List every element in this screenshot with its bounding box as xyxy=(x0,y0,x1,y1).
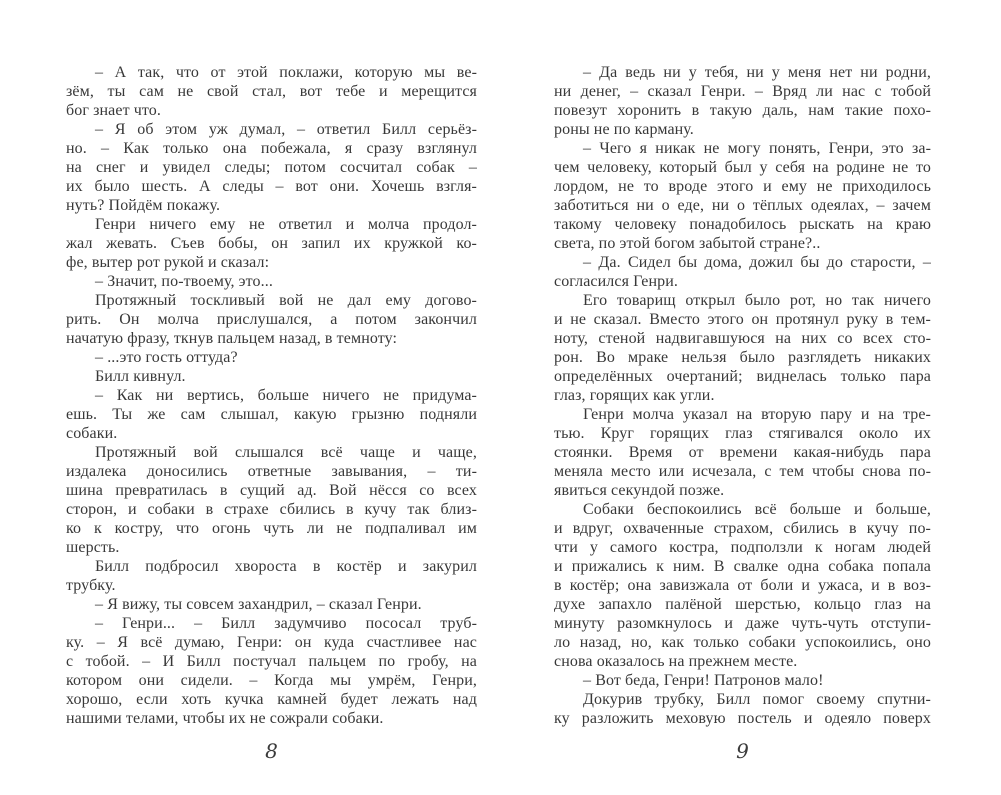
text-line: ко к костру, что огонь чуть ли не подпаливал им xyxy=(66,520,477,537)
text-line: Генри ничего ему не ответил и молча продол- xyxy=(95,216,477,233)
text-line: рить. Он молча прислушался, а потом закончил xyxy=(66,311,477,328)
text-line: явиться секундой позже. xyxy=(554,482,725,499)
text-line: глаз, горящих как угли. xyxy=(554,387,715,404)
text-line: рон. Во мраке нельзя было разглядеть никаких xyxy=(554,349,931,366)
text-line: Собаки беспокоились всё больше и больше, xyxy=(583,501,931,518)
text-line: но. – Как только она побежала, я сразу взглянул xyxy=(66,140,477,157)
text-line: минуту разомкнулось и даже чуть-чуть отступи- xyxy=(554,615,931,632)
text-line: Протяжный тоскливый вой не дал ему догово- xyxy=(95,292,477,309)
text-line: издалека доносились ответные завывания, – ти- xyxy=(66,463,477,480)
text-line: ешь. Ты же сам слышал, какую грызню подняли xyxy=(66,406,477,423)
text-line: хорошо, если хоть кучка камней будет лежать над xyxy=(66,691,477,708)
text-line: и вдруг, охваченные страхом, сбились в кучу по- xyxy=(554,520,931,537)
text-line: повезут хоронить в такую даль, нам такие похо- xyxy=(554,102,931,119)
text-line: их было шесть. А следы – вот они. Хочешь взгля- xyxy=(66,178,477,195)
text-line: ку разложить меховую постель и одеяло поверх xyxy=(554,710,931,727)
text-line: ло назад, но, как только собаки успокоились, оно xyxy=(554,634,931,651)
text-line: – А так, что от этой поклажи, которую мы ве- xyxy=(95,64,477,81)
text-line: света, по этой богом забытой стране?.. xyxy=(554,235,821,252)
text-line: сторон, и собаки в страхе сбились в кучу так близ- xyxy=(66,501,477,518)
text-line: трубку. xyxy=(66,577,116,594)
text-line: Докурив трубку, Билл помог своему спутни- xyxy=(583,691,931,708)
left-page-number: 8 xyxy=(265,739,278,763)
text-line: Билл кивнул. xyxy=(95,368,186,385)
right-page-text xyxy=(554,63,931,728)
text-line: ку. – Я всё думаю, Генри: он куда счастливее нас xyxy=(66,634,477,651)
text-line: Протяжный вой слышался всё чаще и чаще, xyxy=(95,444,477,461)
text-line: лордом, не то вроде этого и ему не приходилось xyxy=(554,178,931,195)
text-line: Генри молча указал на вторую пару и на тре- xyxy=(583,406,931,423)
text-line: собаки. xyxy=(66,425,118,442)
text-line: стоянки. Время от времени какая-нибудь пара xyxy=(554,444,931,461)
text-line: – Генри... – Билл задумчиво пососал труб- xyxy=(95,615,477,632)
text-line: ноту, стеной надвигавшуюся на них со всех сто- xyxy=(554,330,931,347)
text-line: в костёр; она завизжала от боли и ужаса, и в воз- xyxy=(554,577,931,594)
text-line: такому человеку понадобилось рыскать на краю xyxy=(554,216,931,233)
text-line: и не сказал. Вместо этого он протянул руку в тем- xyxy=(554,311,931,328)
text-line: – Как ни вертись, больше ничего не придума- xyxy=(95,387,477,404)
text-line: шерсть. xyxy=(66,539,120,556)
text-line: – Чего я никак не могу понять, Генри, это за- xyxy=(583,140,931,157)
text-line: нашими телами, чтобы их не сожрали собаки. xyxy=(66,710,384,727)
text-line: определённых очертаний; виднелась только пара xyxy=(554,368,931,385)
text-line: котором они сидели. – Когда мы умрём, Генри, xyxy=(66,672,477,689)
text-line: – Значит, по-твоему, это... xyxy=(95,273,273,290)
text-line: согласился Генри. xyxy=(554,273,679,290)
text-line: меняла место или исчезала, с тем чтобы снова по- xyxy=(554,463,931,480)
text-line: зём, ты сам не свой стал, вот тебе и мерещится xyxy=(66,83,477,100)
left-page-text xyxy=(66,63,477,728)
text-line: фе, вытер рот рукой и сказал: xyxy=(66,254,270,271)
text-line: жал жевать. Съев бобы, он запил их кружкой ко- xyxy=(66,235,477,252)
text-line: снова оказалось на прежнем месте. xyxy=(554,653,798,670)
text-line: – Да ведь ни у тебя, ни у меня нет ни родни, xyxy=(583,64,931,81)
text-line: роны не по карману. xyxy=(554,121,694,138)
text-line: тью. Круг горящих глаз стягивался около их xyxy=(554,425,931,442)
text-line: бог знает что. xyxy=(66,102,162,119)
text-line: ни денег, – сказал Генри. – Вряд ли нас с тобой xyxy=(554,83,931,100)
text-line: шина превратилась в сущий ад. Вой нёсся со всех xyxy=(66,482,477,499)
text-line: на снег и увидел следы; потом сосчитал собак – xyxy=(66,159,477,176)
text-line: Его товарищ открыл было рот, но так ничего xyxy=(583,292,931,309)
right-page-number: 9 xyxy=(736,739,749,763)
text-line: – Да. Сидел бы дома, дожил бы до старости, – xyxy=(583,254,931,271)
text-line: Билл подбросил хвороста в костёр и закурил xyxy=(95,558,477,575)
text-line: с тобой. – И Билл постучал пальцем по гробу, на xyxy=(66,653,477,670)
text-line: – Вот беда, Генри! Патронов мало! xyxy=(583,672,824,689)
text-line: нуть? Пойдём покажу. xyxy=(66,197,221,214)
text-line: заботиться ни о еде, ни о тёплых одеялах, – зачем xyxy=(554,197,931,214)
text-line: духе запахло палёной шерстью, кольцо глаз на xyxy=(554,596,931,613)
text-line: чем человеку, который был у себя на родине не то xyxy=(554,159,931,176)
text-line: и прижались к ним. В свалке одна собака попала xyxy=(554,558,931,575)
text-line: чти у самого костра, подползли к ногам людей xyxy=(554,539,931,556)
text-line: – Я вижу, ты совсем захандрил, – сказал Генри. xyxy=(95,596,422,613)
right-page xyxy=(554,63,931,763)
left-page xyxy=(66,63,477,763)
text-line: – ...это гость оттуда? xyxy=(95,349,238,366)
text-line: – Я об этом уж думал, – ответил Билл серьёз- xyxy=(95,121,477,138)
text-line: начатую фразу, ткнув пальцем назад, в темноту: xyxy=(66,330,398,347)
